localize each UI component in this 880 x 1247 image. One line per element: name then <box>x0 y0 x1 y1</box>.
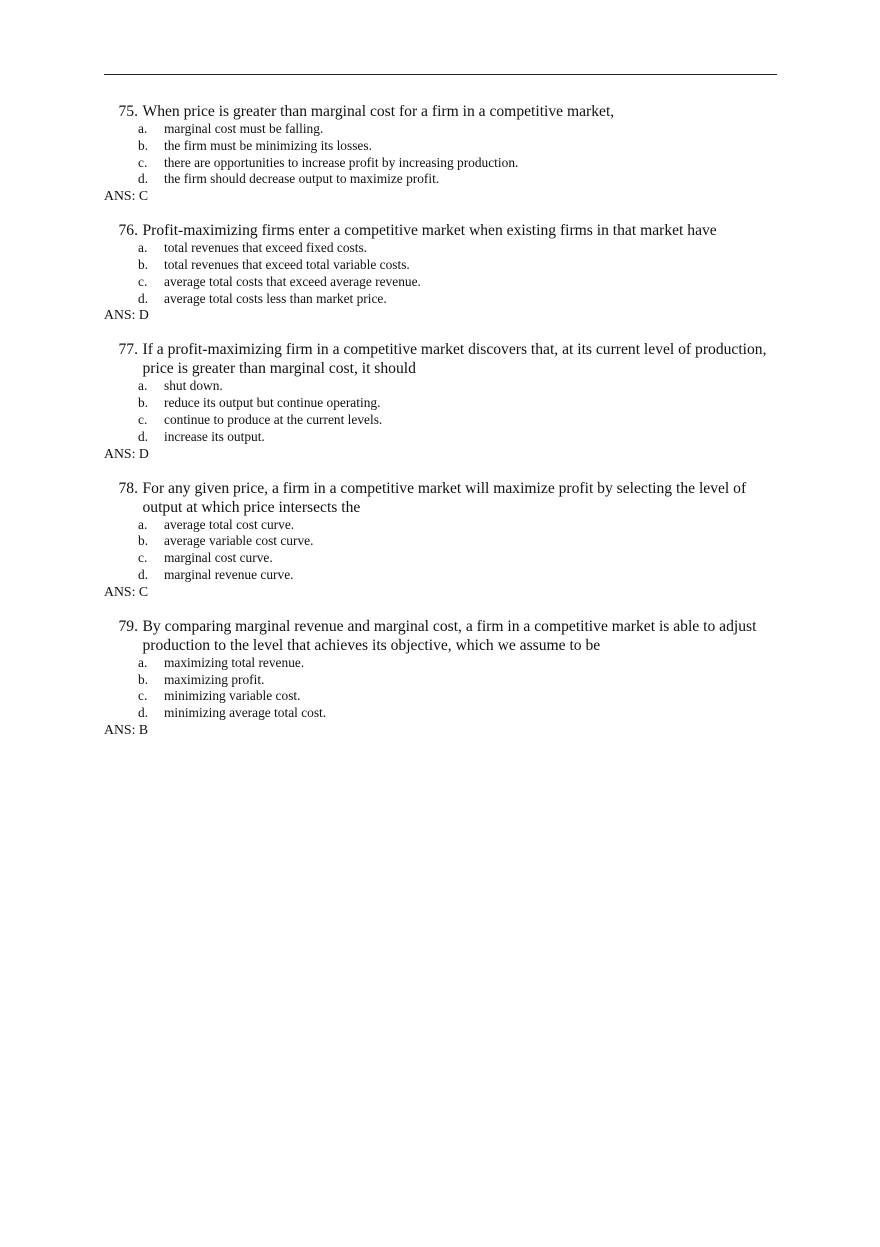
answer-key: ANS: C <box>104 188 149 204</box>
question-text: For any given price, a firm in a competitive market will maximize profit by selecting the level of output at which price intersects the <box>142 479 747 516</box>
option-d <box>138 567 778 584</box>
option-d <box>138 291 778 308</box>
option-text: marginal revenue curve. <box>164 566 294 582</box>
question-number: 76. <box>118 222 138 240</box>
option-text: the firm should decrease output to maximize profit. <box>164 171 440 187</box>
option-list <box>104 655 778 722</box>
option-b <box>138 257 778 274</box>
option-list <box>104 378 778 445</box>
question-number: 79. <box>118 617 138 635</box>
question-78 <box>104 479 778 601</box>
option-letter: a. <box>138 516 148 532</box>
question-number: 75. <box>118 103 138 120</box>
question-stem <box>104 221 778 240</box>
option-text: average total cost curve. <box>164 516 295 532</box>
question-stem <box>104 340 778 378</box>
question-stem <box>104 617 778 655</box>
header-rule <box>104 74 777 75</box>
option-text: marginal cost curve. <box>164 550 273 566</box>
option-text: maximizing total revenue. <box>164 654 305 670</box>
option-a <box>138 240 778 257</box>
option-list <box>104 121 778 188</box>
option-letter: b. <box>138 533 149 549</box>
option-text: total revenues that exceed total variable costs. <box>164 256 410 272</box>
option-letter: a. <box>138 240 148 256</box>
option-d <box>138 705 778 722</box>
option-text: marginal cost must be falling. <box>164 121 324 136</box>
option-letter: d. <box>138 290 149 306</box>
option-text: minimizing variable cost. <box>164 688 301 704</box>
option-a <box>138 121 778 138</box>
option-text: reduce its output but continue operating. <box>164 395 381 411</box>
option-text: average total costs less than market price. <box>164 290 387 306</box>
option-text: continue to produce at the current levels. <box>164 411 383 427</box>
option-letter: d. <box>138 705 149 721</box>
answer-key: ANS: C <box>104 583 149 599</box>
option-c <box>138 688 778 705</box>
question-number: 77. <box>118 341 138 359</box>
option-letter: b. <box>138 671 149 687</box>
option-text: there are opportunities to increase profit by increasing production. <box>164 154 519 170</box>
option-letter: d. <box>138 171 149 187</box>
question-text: Profit-maximizing firms enter a competitive market when existing firms in that market have <box>142 222 717 240</box>
option-b <box>138 138 778 155</box>
option-c <box>138 274 778 291</box>
option-letter: a. <box>138 121 148 136</box>
option-d <box>138 171 778 188</box>
question-list <box>104 102 778 755</box>
option-c <box>138 155 778 172</box>
question-stem <box>104 102 778 121</box>
option-text: minimizing average total cost. <box>164 705 327 721</box>
option-letter: d. <box>138 428 149 444</box>
question-75 <box>104 102 778 205</box>
option-a <box>138 655 778 672</box>
option-letter: b. <box>138 395 149 411</box>
option-c <box>138 412 778 429</box>
answer-key: ANS: B <box>104 721 149 737</box>
question-77 <box>104 340 778 462</box>
option-letter: a. <box>138 378 148 394</box>
option-text: average total costs that exceed average revenue. <box>164 273 421 289</box>
option-a <box>138 378 778 395</box>
option-text: maximizing profit. <box>164 671 265 687</box>
answer-key: ANS: D <box>104 445 149 461</box>
option-b <box>138 395 778 412</box>
option-b <box>138 533 778 550</box>
question-number: 78. <box>118 479 138 497</box>
option-text: shut down. <box>164 378 223 394</box>
option-letter: a. <box>138 654 148 670</box>
option-list <box>104 517 778 584</box>
option-letter: c. <box>138 550 148 566</box>
option-a <box>138 517 778 534</box>
answer-key: ANS: D <box>104 307 149 323</box>
option-text: average variable cost curve. <box>164 533 314 549</box>
option-list <box>104 240 778 307</box>
option-letter: c. <box>138 154 148 170</box>
option-letter: c. <box>138 273 148 289</box>
question-76 <box>104 221 778 324</box>
option-b <box>138 672 778 689</box>
question-text: By comparing marginal revenue and marginal cost, a firm in a competitive market is able to adjust production to the level that achieves its objective, which we assume to be <box>142 617 757 654</box>
question-text: When price is greater than marginal cost for a firm in a competitive market, <box>142 103 615 120</box>
option-text: the firm must be minimizing its losses. <box>164 137 372 153</box>
option-d <box>138 429 778 446</box>
question-79 <box>104 617 778 739</box>
question-stem <box>104 479 778 517</box>
question-text: If a profit-maximizing firm in a competitive market discovers that, at its current level of production, price is greater than marginal cost, it should <box>142 341 767 378</box>
option-text: total revenues that exceed fixed costs. <box>164 240 368 256</box>
option-letter: d. <box>138 566 149 582</box>
option-letter: b. <box>138 256 149 272</box>
option-text: increase its output. <box>164 428 265 444</box>
option-letter: b. <box>138 137 149 153</box>
option-c <box>138 550 778 567</box>
option-letter: c. <box>138 688 148 704</box>
option-letter: c. <box>138 411 148 427</box>
